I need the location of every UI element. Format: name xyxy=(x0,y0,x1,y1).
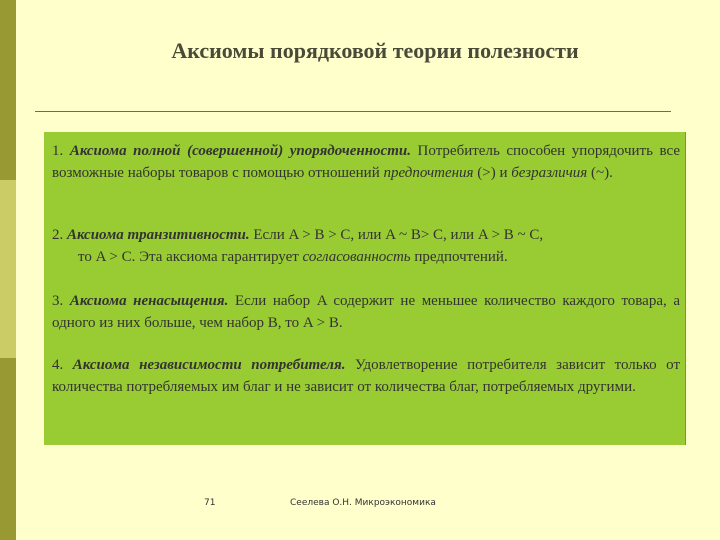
side-stripe-middle xyxy=(0,180,16,358)
axiom-4-term: Аксиома независимости потребителя. xyxy=(72,357,346,373)
axiom-2 xyxy=(52,224,680,268)
axiom-1-term: Аксиома полной (совершенной) упорядоченности. xyxy=(69,143,411,159)
axiom-1-text-mid: (>) и xyxy=(473,165,512,181)
axiom-4-number: 4. xyxy=(52,357,64,373)
axiom-2-line-2 xyxy=(52,246,680,268)
axiom-1 xyxy=(52,140,680,184)
axiom-2-line-1: Если A > B > C, или A ~ B> C, или A > B ~ C, xyxy=(249,227,544,243)
axiom-4 xyxy=(52,354,680,398)
axiom-2-number: 2. xyxy=(52,227,64,243)
axiom-1-indifference: безразличия xyxy=(511,165,588,181)
side-stripe-top xyxy=(0,0,16,180)
axiom-2-line-2-end: предпочтений. xyxy=(410,249,508,265)
axiom-4-text: Удовлетворение потребителя зависит только от количества потребляемых им благ и не зависит от количества благ, потребляемых другими. xyxy=(52,357,681,395)
axiom-2-consistency: согласованность xyxy=(302,249,411,265)
axiom-2-line-2-text: то A > C. Эта аксиома гарантирует xyxy=(78,249,303,265)
side-stripe-bottom xyxy=(0,358,16,540)
axiom-1-number: 1. xyxy=(52,143,64,159)
axiom-3-term: Аксиома ненасыщения. xyxy=(69,293,229,309)
axiom-2-term: Аксиома транзитивности. xyxy=(67,227,250,243)
page-number: 71 xyxy=(204,498,216,508)
footer-author: Сеелева О.Н. Микроэкономика xyxy=(290,498,436,508)
axiom-1-text-end: (~). xyxy=(587,165,613,181)
axiom-3-number: 3. xyxy=(52,293,64,309)
title-divider xyxy=(35,111,671,112)
slide-title: Аксиомы порядковой теории полезности xyxy=(171,38,579,63)
axiom-3 xyxy=(52,290,680,334)
axiom-1-text: Потребитель способен упорядочить все возможные наборы товаров с помощью отношений xyxy=(52,143,680,181)
axiom-1-preference: предпочтения xyxy=(383,165,474,181)
axiom-3-text: Если набор A содержит не меньшее количество каждого товара, а одного из них больше, чем набор B, то A > B. xyxy=(52,293,680,331)
axioms-box xyxy=(44,132,686,445)
